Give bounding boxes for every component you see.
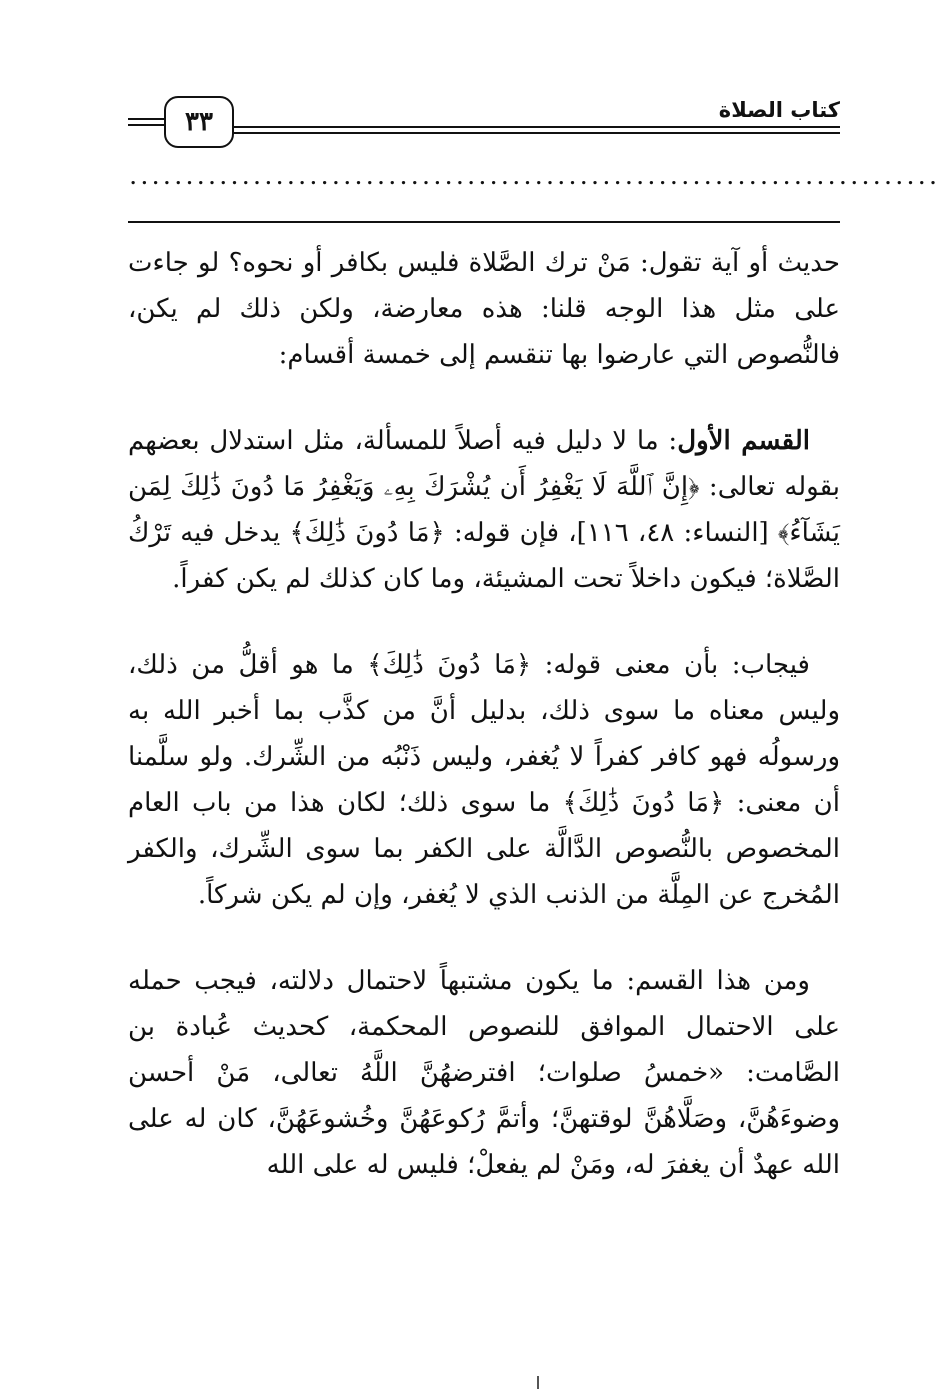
page-body <box>128 240 840 1188</box>
section-heading: القسم الأول <box>677 426 810 456</box>
separator-line <box>128 221 840 223</box>
paragraph-1: حديث أو آية تقول: مَنْ ترك الصَّلاة فليس بكافر أو نحوه؟ لو جاءت على مثل هذا الوجه قلنا: هذه معارضة، ولكن ذلك لم يكن، فالنُّصوص التي عارضوا بها تنقسم إلى خمسة أقسام: <box>128 248 840 370</box>
paragraph-3: فيجاب: بأن معنى قوله: ﴿مَا دُونَ ذَٰلِكَ﴾ ما هو أقلُّ من ذلك، وليس معناه ما سوى ذلك، بدليل أنَّ من كذَّب بما أخبر الله به ورسولُه فهو كافر كفراً لا يُغفر، وليس ذَنْبُه من الشِّرك. ولو سلَّمنا أن معنى: ﴿مَا دُونَ ذَٰلِكَ﴾ ما سوى ذلك؛ لكان هذا من باب العام المخصوص بالنُّصوص الدَّالَّة على الكفر بما سوى الشِّرك، والكفر المُخرج عن المِلَّة من الذنب الذي لا يُغفر، وإن لم يكن شركاً. <box>128 650 840 910</box>
header-rule-left-top <box>128 118 164 120</box>
header-rule-left-bottom <box>128 124 164 126</box>
book-title: كتاب الصلاة <box>718 98 840 122</box>
header-rule-right-bottom <box>232 132 840 134</box>
paragraph-2-text: : ما لا دليل فيه أصلاً للمسألة، مثل استدلال بعضهم بقوله تعالى: ﴿إِنَّ ٱللَّهَ لَا يَغْفِرُ أَن يُشْرَكَ بِهِۦ وَيَغْفِرُ مَا دُونَ ذَٰلِكَ لِمَن يَشَآءُ﴾ [النساء: ٤٨، ١١٦]، فإن قوله: ﴿مَا دُونَ ذَٰلِكَ﴾ يدخل فيه تَرْكُ الصَّلاة؛ فيكون داخلاً تحت المشيئة، وما كان كذلك لم يكن كفراً. <box>128 426 840 594</box>
paragraph-2 <box>128 418 840 602</box>
page-bottom-mark <box>537 1376 539 1389</box>
paragraph-4: ومن هذا القسم: ما يكون مشتبهاً لاحتمال دلالته، فيجب حمله على الاحتمال الموافق للنصوص المحكمة، كحديث عُبادة بن الصَّامت: «خمسُ صلوات؛ افترضهُنَّ اللَّهُ تعالى، مَنْ أحسن وضوءَهُنَّ، وصَلَّاهُنَّ لوقتهنَّ؛ وأتمَّ رُكوعَهُنَّ وخُشوعَهُنَّ، كان له على الله عهدٌ أن يغفرَ له، ومَنْ لم يفعلْ؛ فليس له على الله <box>128 966 840 1180</box>
page-number: ٣٣ <box>185 107 213 137</box>
dotted-separator: ........................................................................ <box>130 168 942 189</box>
page-number-box <box>164 96 234 148</box>
page-header <box>128 96 840 148</box>
header-rule-right-top <box>232 126 840 128</box>
